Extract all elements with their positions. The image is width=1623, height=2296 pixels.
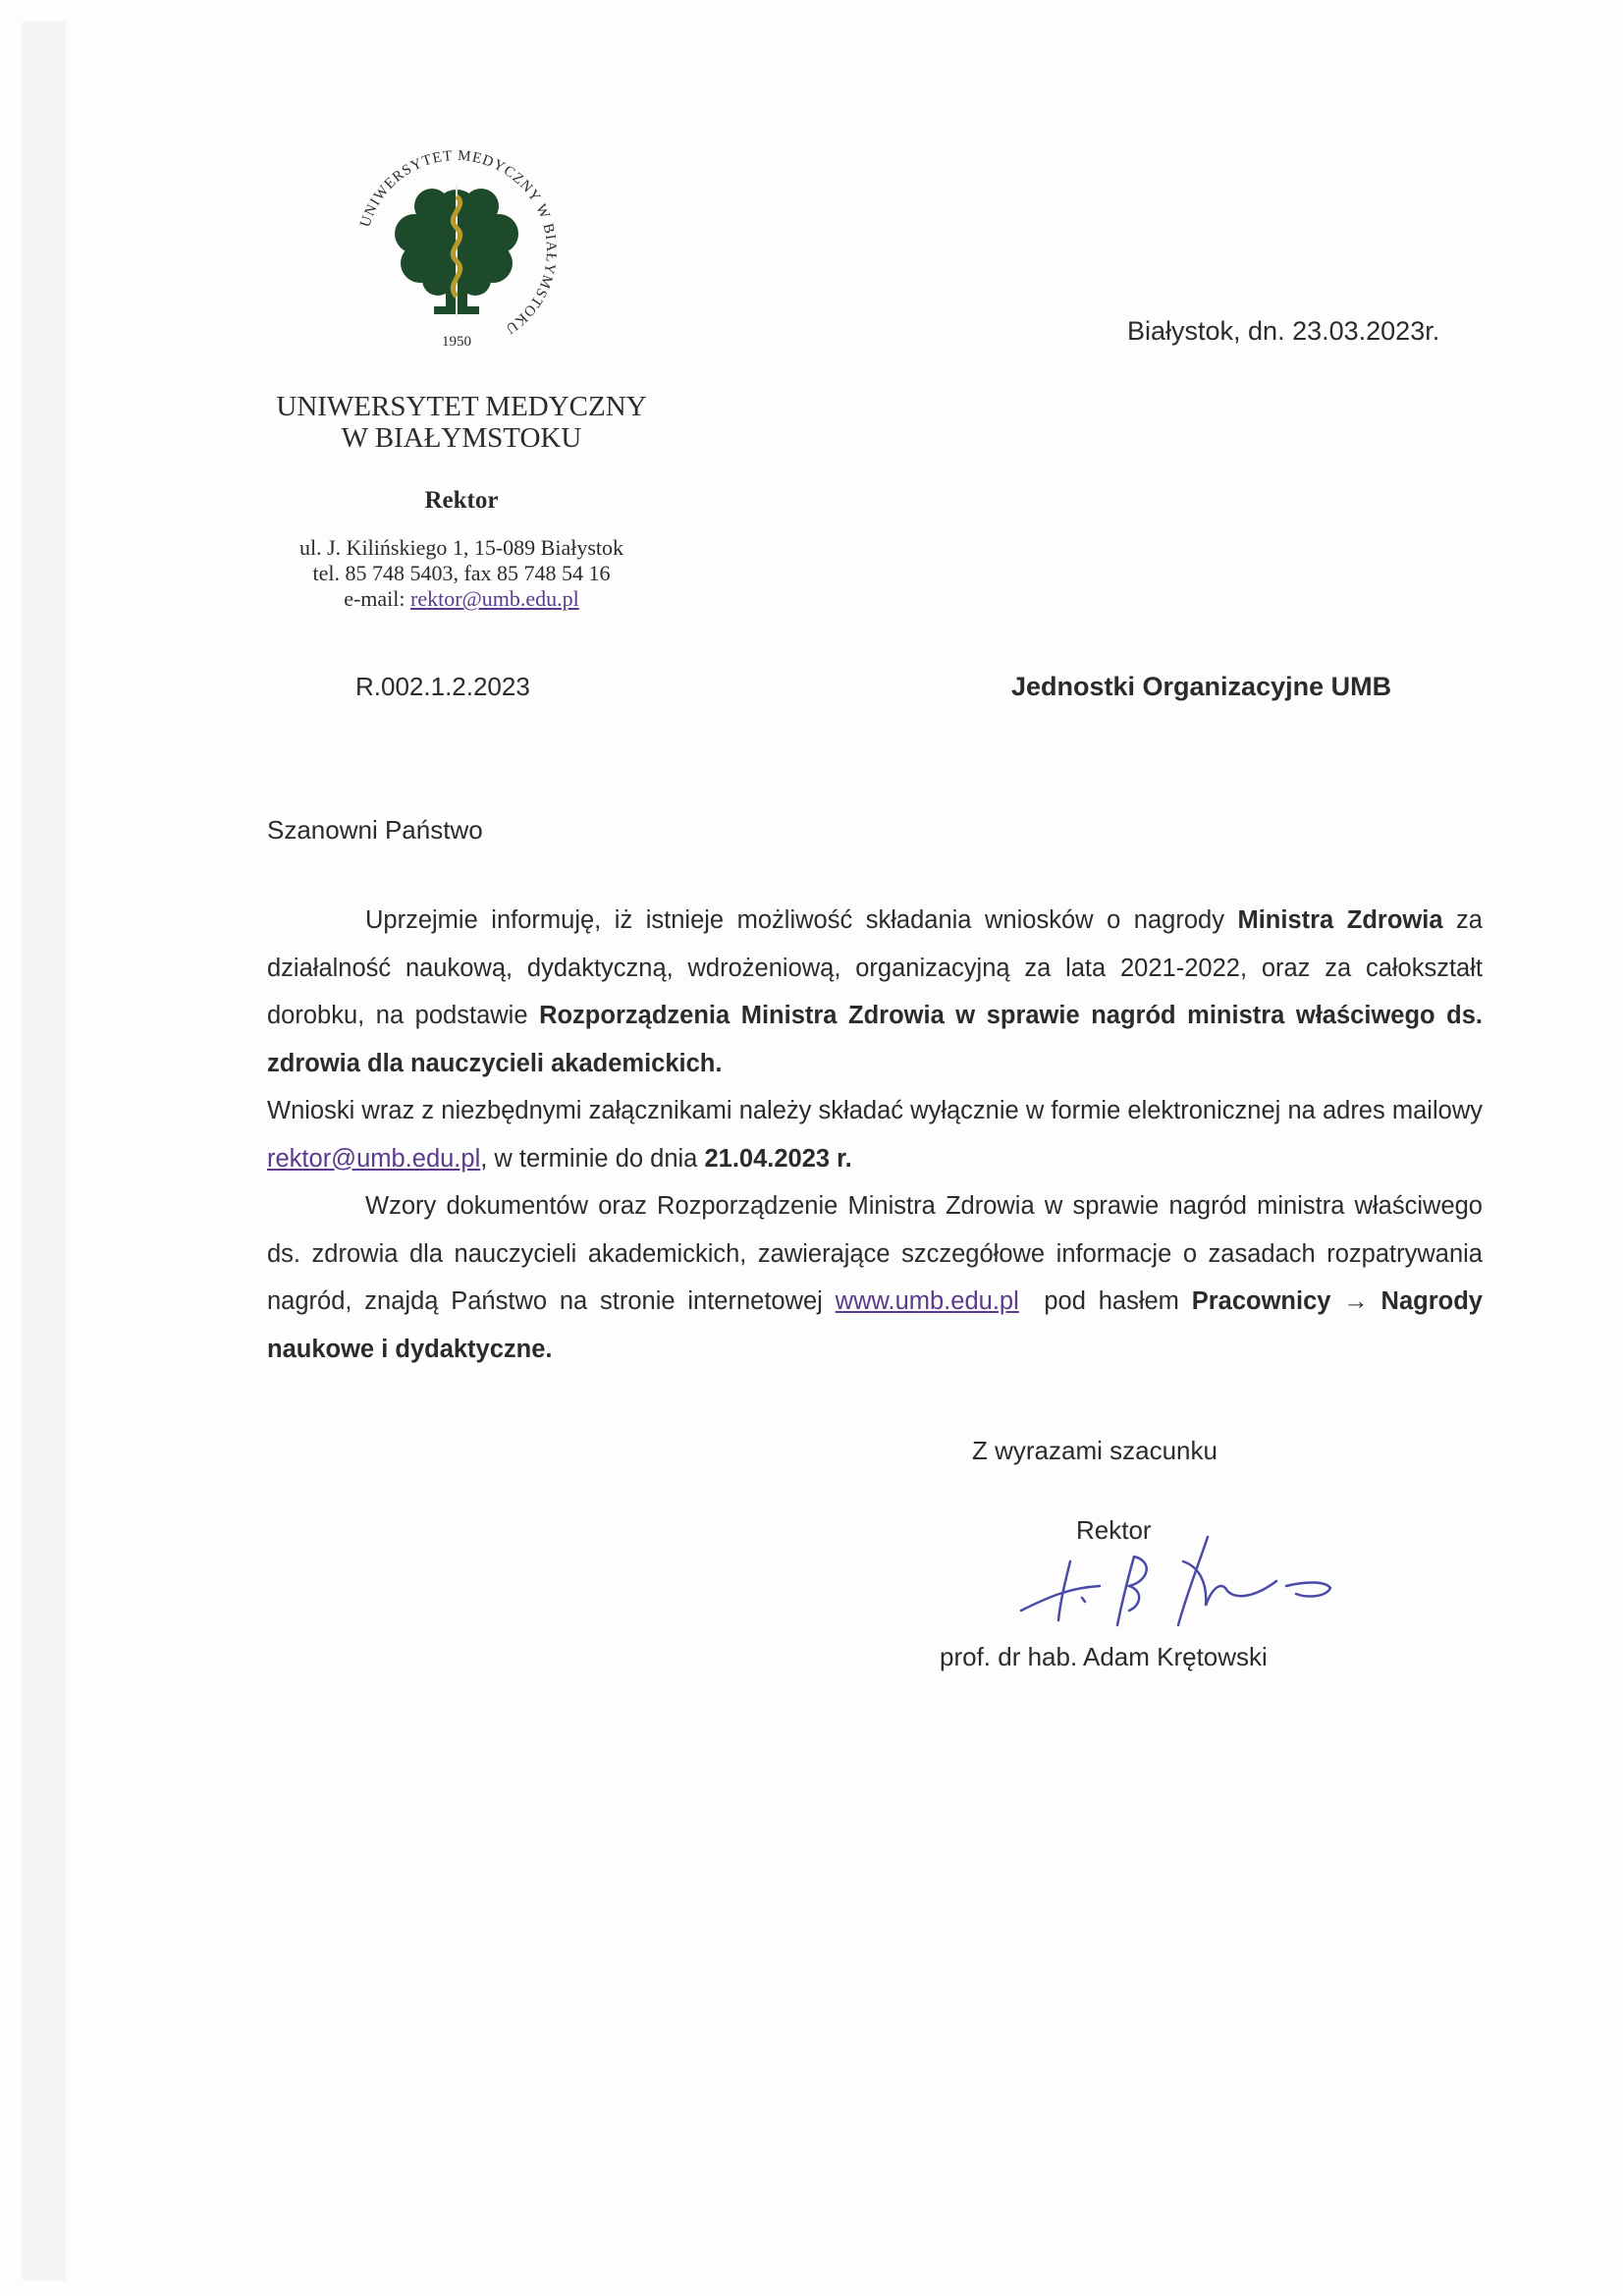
p1-text: Uprzejmie informuję, iż istnieje możliwość składania wniosków o nagrody (365, 906, 1238, 934)
deadline: 21.04.2023 r. (704, 1144, 852, 1173)
header-email-link[interactable]: rektor@umb.edu.pl (410, 586, 579, 611)
p3-text-2: pod hasłem (1018, 1287, 1192, 1315)
street-address: ul. J. Kilińskiego 1, 15-089 Białystok (299, 535, 623, 560)
closing-regards: Z wyrazami szacunku (972, 1436, 1217, 1465)
seal-ring-text: UNIWERSYTET MEDYCZNY W BIAŁYMSTOKU (357, 147, 560, 338)
signatory-role: Rektor (1076, 1515, 1152, 1545)
university-name (196, 391, 727, 454)
website-link[interactable]: www.umb.edu.pl (835, 1287, 1019, 1315)
contact-block (196, 535, 727, 612)
p1-text-2: za działalność naukową, dydaktyczną, wdrożeniową, organizacyjną za lata 2021-2022, oraz za całokształt dorobku, na podstawie (267, 906, 1483, 1029)
signatory-name: prof. dr hab. Adam Krętowski (940, 1642, 1268, 1671)
paragraph-3 (267, 1182, 1483, 1373)
recipient: Jednostki Organizacyjne UMB (1011, 672, 1392, 701)
website-path: Pracownicy → Nagrody naukowe i dydaktyczne. (267, 1287, 1483, 1363)
body-email-link[interactable]: rektor@umb.edu.pl (267, 1144, 481, 1173)
p2-text-2: , w terminie do dnia (480, 1144, 705, 1173)
letter-body (267, 897, 1483, 1373)
email-label: e-mail: (344, 586, 411, 611)
seal-year: 1950 (442, 334, 471, 350)
p2-text: Wnioski wraz z niezbędnymi załącznikami należy składać wyłącznie w formie elektronicznej na adres mailowy (267, 1097, 1483, 1124)
letter-date: Białystok, dn. 23.03.2023r. (1127, 316, 1440, 346)
paragraph-2 (267, 1087, 1483, 1182)
paragraph-1 (267, 897, 1483, 1087)
p1-bold-regulation: Rozporządzenia Ministra Zdrowia w sprawie nagród ministra właściwego ds. zdrowia dla nauczycieli akademickich. (267, 1002, 1483, 1077)
scan-edge (22, 22, 66, 2280)
university-name-line1: UNIWERSYTET MEDYCZNY (276, 391, 647, 422)
email-line (196, 586, 727, 612)
p1-bold-ministry: Ministra Zdrowia (1237, 906, 1443, 934)
university-name-line2: W BIAŁYMSTOKU (341, 422, 582, 454)
handwritten-signature-icon (1011, 1527, 1345, 1635)
p3-text: Wzory dokumentów oraz Rozporządzenie Ministra Zdrowia w sprawie nagród ministra właściwego ds. zdrowia dla nauczycieli akademickich, zawierające szczegółowe informacje o zasadach rozpatrywania nagród, znajdą Państwo na stronie internetowej (267, 1192, 1483, 1315)
university-seal-icon (344, 137, 569, 363)
salutation: Szanowni Państwo (267, 815, 483, 845)
phone-fax: tel. 85 748 5403, fax 85 748 54 16 (312, 561, 611, 585)
reference-number: R.002.1.2.2023 (355, 672, 530, 701)
office-title: Rektor (424, 487, 499, 514)
